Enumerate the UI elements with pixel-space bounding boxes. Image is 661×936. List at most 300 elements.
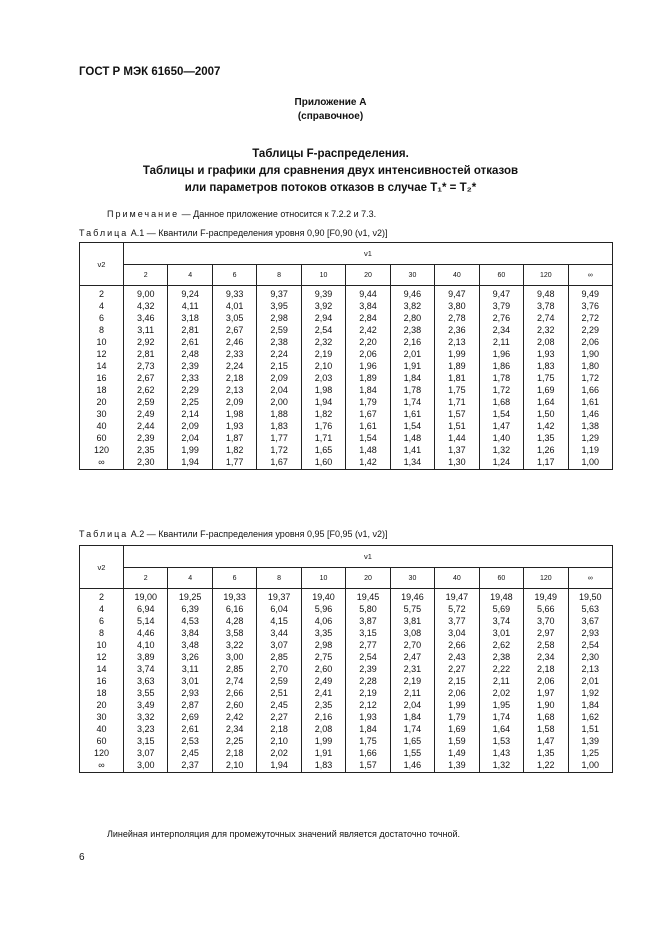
table-cell: 2,12: [346, 699, 390, 711]
table-cell: 2,34: [212, 723, 256, 735]
table-cell: 1,51: [435, 420, 479, 432]
table-cell: 1,50: [524, 408, 568, 420]
table-cell: 3,95: [257, 300, 301, 312]
table-cell: 2,16: [390, 336, 434, 348]
appendix-label: Приложение А: [294, 97, 367, 108]
table-cell: 3,04: [435, 627, 479, 639]
table-cell: 1,67: [346, 408, 390, 420]
table-cell: 2,59: [257, 675, 301, 687]
table-cell: 2,08: [524, 336, 568, 348]
table-cell: 1,60: [301, 456, 345, 470]
table-cell: 3,79: [479, 300, 523, 312]
table-cell: 2,98: [301, 639, 345, 651]
table-cell: 2,49: [124, 408, 168, 420]
table-cell: 1,34: [390, 456, 434, 470]
table-cell: 1,87: [212, 432, 256, 444]
section-title: [0, 146, 661, 197]
table-cell: 2,02: [479, 687, 523, 699]
table-cell: 2,01: [568, 675, 612, 687]
table-cell: 2,18: [212, 372, 256, 384]
row-label-v2: 4: [80, 603, 124, 615]
table-cell: 9,48: [524, 286, 568, 301]
table-cell: 2,54: [568, 639, 612, 651]
table-cell: 19,40: [301, 589, 345, 604]
column-header: ∞: [568, 568, 612, 589]
table-cell: 2,31: [390, 663, 434, 675]
table-cell: 1,64: [479, 723, 523, 735]
table-cell: 2,15: [257, 360, 301, 372]
table-cell: 1,62: [568, 711, 612, 723]
column-header: 60: [479, 265, 523, 286]
table-cell: 2,39: [346, 663, 390, 675]
row-label-v2: 30: [80, 408, 124, 420]
table-cell: 1,39: [435, 759, 479, 773]
table-cell: 1,41: [390, 444, 434, 456]
table-cell: 1,69: [435, 723, 479, 735]
table-cell: 1,93: [346, 711, 390, 723]
table-cell: 2,10: [212, 759, 256, 773]
table-cell: 1,90: [524, 699, 568, 711]
table-cell: 2,60: [212, 699, 256, 711]
table-cell: 2,24: [257, 348, 301, 360]
table-cell: 2,81: [124, 348, 168, 360]
table-cell: 2,38: [479, 651, 523, 663]
table-cell: 1,48: [390, 432, 434, 444]
table-cell: 2,22: [479, 663, 523, 675]
table-cell: 2,42: [346, 324, 390, 336]
table-cell: 2,02: [257, 747, 301, 759]
table-cell: 19,46: [390, 589, 434, 604]
table-cell: 1,57: [435, 408, 479, 420]
table-cell: 2,36: [435, 324, 479, 336]
table-cell: 19,50: [568, 589, 612, 604]
table-cell: 2,77: [346, 639, 390, 651]
column-header: 40: [435, 568, 479, 589]
table-cell: 2,34: [479, 324, 523, 336]
table-cell: 2,27: [435, 663, 479, 675]
f-table-090: [79, 242, 613, 470]
table-cell: 2,38: [257, 336, 301, 348]
table-row: [80, 372, 613, 384]
table-cell: 1,64: [524, 396, 568, 408]
table-cell: 2,42: [212, 711, 256, 723]
title-line-2: Таблицы и графики для сравнения двух интенсивностей отказов: [142, 165, 519, 177]
table-cell: 2,97: [524, 627, 568, 639]
table-cell: 1,67: [257, 456, 301, 470]
table-cell: 2,66: [212, 687, 256, 699]
table-cell: 1,30: [435, 456, 479, 470]
table-cell: 1,82: [212, 444, 256, 456]
table-cell: 3,26: [168, 651, 212, 663]
table1-caption-label: Таблица: [79, 228, 129, 238]
table-cell: 2,59: [124, 396, 168, 408]
table-row: [80, 336, 613, 348]
table-cell: 1,22: [524, 759, 568, 773]
table-cell: 1,77: [212, 456, 256, 470]
table-cell: 3,23: [124, 723, 168, 735]
column-header: 2: [124, 265, 168, 286]
table-row: [80, 286, 613, 301]
table-cell: 9,44: [346, 286, 390, 301]
table-row: [80, 324, 613, 336]
table-cell: 1,68: [524, 711, 568, 723]
table-cell: 1,29: [568, 432, 612, 444]
table-cell: 3,84: [346, 300, 390, 312]
table-cell: 2,69: [168, 711, 212, 723]
column-header: 10: [301, 265, 345, 286]
table-cell: 1,43: [479, 747, 523, 759]
row-label-v2: 12: [80, 348, 124, 360]
row-label-v2: 16: [80, 372, 124, 384]
table-cell: 1,84: [390, 372, 434, 384]
table-cell: 2,25: [212, 735, 256, 747]
table-cell: 1,40: [479, 432, 523, 444]
table-cell: 2,61: [168, 723, 212, 735]
table-cell: 2,51: [257, 687, 301, 699]
footer-note: Линейная интерполяция для промежуточных значений является достаточно точной.: [107, 829, 461, 839]
table-cell: 2,98: [257, 312, 301, 324]
table-cell: 2,33: [168, 372, 212, 384]
table-cell: 1,49: [435, 747, 479, 759]
table-cell: 1,51: [568, 723, 612, 735]
appendix-subtitle: (справочное): [297, 111, 364, 122]
column-header: 4: [168, 568, 212, 589]
table-cell: 5,69: [479, 603, 523, 615]
row-label-v2: 10: [80, 336, 124, 348]
table-cell: 2,16: [301, 711, 345, 723]
table-cell: 2,30: [124, 456, 168, 470]
table-cell: 1,91: [301, 747, 345, 759]
table-cell: 2,06: [524, 675, 568, 687]
v1-header: ν1: [124, 546, 613, 568]
table-cell: 5,80: [346, 603, 390, 615]
table-cell: 1,25: [568, 747, 612, 759]
table-cell: 3,18: [168, 312, 212, 324]
column-header: 20: [346, 265, 390, 286]
table-cell: 1,84: [346, 723, 390, 735]
table1-caption-text: А.1 — Квантили F-распределения уровня 0,90 [F0,90 (ν1, ν2)]: [128, 228, 388, 238]
table-cell: 1,93: [524, 348, 568, 360]
row-label-v2: 2: [80, 286, 124, 301]
table-row: [80, 408, 613, 420]
row-label-v2: 40: [80, 420, 124, 432]
table-cell: 2,78: [435, 312, 479, 324]
table-cell: 1,54: [390, 420, 434, 432]
table-cell: 2,29: [568, 324, 612, 336]
table-cell: 2,29: [168, 384, 212, 396]
table-cell: 1,99: [435, 348, 479, 360]
table-cell: 2,13: [212, 384, 256, 396]
table-row: [80, 589, 613, 604]
table-cell: 4,01: [212, 300, 256, 312]
table-cell: 2,11: [390, 687, 434, 699]
row-label-v2: 16: [80, 675, 124, 687]
table-row: [80, 651, 613, 663]
column-header-row: [80, 568, 613, 589]
table-cell: 1,96: [479, 348, 523, 360]
column-header: 2: [124, 568, 168, 589]
document-header: ГОСТ Р МЭК 61650—2007: [79, 66, 221, 78]
table-cell: 1,82: [301, 408, 345, 420]
table-cell: 4,53: [168, 615, 212, 627]
table-cell: 2,81: [168, 324, 212, 336]
table-cell: 1,19: [568, 444, 612, 456]
table-cell: 3,00: [124, 759, 168, 773]
table-cell: 3,74: [479, 615, 523, 627]
table-cell: 2,35: [301, 699, 345, 711]
table-cell: 3,11: [124, 324, 168, 336]
table-cell: 1,71: [301, 432, 345, 444]
table-cell: 5,72: [435, 603, 479, 615]
table-cell: 4,06: [301, 615, 345, 627]
table-cell: 3,80: [435, 300, 479, 312]
table-cell: 2,49: [301, 675, 345, 687]
table-cell: 1,79: [346, 396, 390, 408]
table-cell: 2,13: [568, 663, 612, 675]
table-cell: 3,67: [568, 615, 612, 627]
table1-caption: [79, 228, 388, 238]
row-label-v2: 6: [80, 615, 124, 627]
table-row: [80, 615, 613, 627]
table-cell: 9,47: [479, 286, 523, 301]
v1-header: ν1: [124, 243, 613, 265]
table-cell: 3,11: [168, 663, 212, 675]
table-cell: 2,61: [168, 336, 212, 348]
table-cell: 2,04: [168, 432, 212, 444]
table-row: [80, 384, 613, 396]
table-cell: 1,42: [346, 456, 390, 470]
row-label-v2: 20: [80, 396, 124, 408]
table-row: [80, 735, 613, 747]
table-cell: 3,46: [124, 312, 168, 324]
table-cell: 2,93: [568, 627, 612, 639]
table-row: [80, 444, 613, 456]
row-label-v2: 14: [80, 663, 124, 675]
table-cell: 2,04: [390, 699, 434, 711]
table-cell: 1,95: [479, 699, 523, 711]
title-line-3: или параметров потоков отказов в случае T₁* = T₂*: [184, 182, 477, 194]
table-cell: 1,96: [346, 360, 390, 372]
row-label-v2: 14: [80, 360, 124, 372]
table-cell: 1,61: [390, 408, 434, 420]
appendix-heading: [0, 96, 661, 124]
table-cell: 5,66: [524, 603, 568, 615]
table-cell: 1,89: [346, 372, 390, 384]
table-cell: 9,33: [212, 286, 256, 301]
table-cell: 1,76: [301, 420, 345, 432]
table-row: [80, 396, 613, 408]
table-cell: 2,62: [479, 639, 523, 651]
table-cell: 1,83: [257, 420, 301, 432]
table-cell: 1,46: [568, 408, 612, 420]
table-cell: 1,88: [257, 408, 301, 420]
table-cell: 2,27: [257, 711, 301, 723]
table-cell: 1,72: [568, 372, 612, 384]
table-cell: 9,24: [168, 286, 212, 301]
table-cell: 1,81: [435, 372, 479, 384]
table-cell: 2,37: [168, 759, 212, 773]
table-cell: 1,83: [524, 360, 568, 372]
table-row: [80, 687, 613, 699]
table-cell: 1,78: [479, 372, 523, 384]
table-row: [80, 663, 613, 675]
table-cell: 2,59: [257, 324, 301, 336]
table-cell: 2,84: [346, 312, 390, 324]
table-cell: 19,00: [124, 589, 168, 604]
table-cell: 2,92: [124, 336, 168, 348]
table-cell: 4,32: [124, 300, 168, 312]
table-cell: 1,79: [435, 711, 479, 723]
table-cell: 1,59: [435, 735, 479, 747]
table-cell: 2,48: [168, 348, 212, 360]
column-header: 4: [168, 265, 212, 286]
table-cell: 4,10: [124, 639, 168, 651]
table-cell: 2,34: [524, 651, 568, 663]
table-cell: 5,14: [124, 615, 168, 627]
table-row: [80, 675, 613, 687]
table-cell: 1,72: [257, 444, 301, 456]
table-cell: 2,66: [435, 639, 479, 651]
table-cell: 2,25: [168, 396, 212, 408]
table-cell: 19,48: [479, 589, 523, 604]
table-cell: 2,39: [168, 360, 212, 372]
table-cell: 3,08: [390, 627, 434, 639]
table-cell: 1,74: [390, 396, 434, 408]
table-cell: 2,11: [479, 675, 523, 687]
table-cell: 2,32: [301, 336, 345, 348]
column-header: 8: [257, 568, 301, 589]
table-cell: 2,35: [124, 444, 168, 456]
table-cell: 2,54: [301, 324, 345, 336]
table-row: [80, 348, 613, 360]
table-cell: 3,84: [168, 627, 212, 639]
table-cell: 2,60: [301, 663, 345, 675]
table-row: [80, 432, 613, 444]
table-body: [80, 286, 613, 470]
table-cell: 1,69: [524, 384, 568, 396]
table-cell: 2,45: [257, 699, 301, 711]
table-cell: 1,83: [301, 759, 345, 773]
table-cell: 1,39: [568, 735, 612, 747]
table-cell: 3,74: [124, 663, 168, 675]
table-cell: 19,25: [168, 589, 212, 604]
table-row: [80, 711, 613, 723]
table-cell: 2,93: [168, 687, 212, 699]
table-cell: 19,37: [257, 589, 301, 604]
table-cell: 1,53: [479, 735, 523, 747]
table-cell: 9,49: [568, 286, 612, 301]
table-cell: 5,75: [390, 603, 434, 615]
table-cell: 2,32: [524, 324, 568, 336]
table-cell: 1,80: [568, 360, 612, 372]
table-cell: 6,39: [168, 603, 212, 615]
table-cell: 2,14: [168, 408, 212, 420]
table-cell: 9,00: [124, 286, 168, 301]
table-cell: 3,82: [390, 300, 434, 312]
table-cell: 3,81: [390, 615, 434, 627]
column-header: 120: [524, 265, 568, 286]
table-cell: 2,38: [390, 324, 434, 336]
table-cell: 1,68: [479, 396, 523, 408]
table-cell: 1,71: [435, 396, 479, 408]
table-row: [80, 627, 613, 639]
table-row: [80, 360, 613, 372]
table-cell: 2,85: [257, 651, 301, 663]
table-cell: 9,37: [257, 286, 301, 301]
table-cell: 2,67: [212, 324, 256, 336]
table-cell: 1,46: [390, 759, 434, 773]
table-cell: 2,01: [390, 348, 434, 360]
table-cell: 2,85: [212, 663, 256, 675]
row-label-v2: 18: [80, 687, 124, 699]
table-cell: 2,18: [212, 747, 256, 759]
table-row: [80, 723, 613, 735]
row-label-v2: 18: [80, 384, 124, 396]
table-cell: 2,11: [479, 336, 523, 348]
table-row: [80, 699, 613, 711]
row-label-v2: 120: [80, 444, 124, 456]
table-cell: 1,58: [524, 723, 568, 735]
table-cell: 2,06: [346, 348, 390, 360]
table-cell: 1,99: [435, 699, 479, 711]
table-cell: 1,44: [435, 432, 479, 444]
table-cell: 2,15: [435, 675, 479, 687]
row-label-v2: 8: [80, 627, 124, 639]
table-cell: 2,43: [435, 651, 479, 663]
table-cell: 1,74: [479, 711, 523, 723]
row-label-v2: ∞: [80, 456, 124, 470]
table-cell: 1,65: [301, 444, 345, 456]
table-cell: 1,84: [568, 699, 612, 711]
table-cell: 3,32: [124, 711, 168, 723]
table-cell: 2,54: [346, 651, 390, 663]
table-cell: 1,00: [568, 759, 612, 773]
table-cell: 3,49: [124, 699, 168, 711]
column-header-row: [80, 265, 613, 286]
table-cell: 1,89: [435, 360, 479, 372]
table-cell: 2,70: [257, 663, 301, 675]
row-label-v2: 2: [80, 589, 124, 604]
table-cell: 2,53: [168, 735, 212, 747]
table-cell: 2,58: [524, 639, 568, 651]
table-cell: 3,76: [568, 300, 612, 312]
table-cell: 19,45: [346, 589, 390, 604]
table-cell: 1,86: [479, 360, 523, 372]
v2-header: ν2: [80, 243, 124, 286]
table-cell: 1,47: [479, 420, 523, 432]
table-row: [80, 639, 613, 651]
v2-header: ν2: [80, 546, 124, 589]
table-cell: 19,47: [435, 589, 479, 604]
table-cell: 3,58: [212, 627, 256, 639]
table-cell: 1,32: [479, 444, 523, 456]
row-label-v2: 8: [80, 324, 124, 336]
table-cell: 1,48: [346, 444, 390, 456]
table-cell: 1,94: [168, 456, 212, 470]
row-label-v2: 60: [80, 735, 124, 747]
table-cell: 3,77: [435, 615, 479, 627]
table-cell: 1,57: [346, 759, 390, 773]
table-cell: 4,11: [168, 300, 212, 312]
table-cell: 1,54: [346, 432, 390, 444]
table-cell: 1,84: [346, 384, 390, 396]
table-cell: 1,65: [390, 735, 434, 747]
table-cell: 3,48: [168, 639, 212, 651]
table-row: [80, 456, 613, 470]
table-cell: 4,28: [212, 615, 256, 627]
table-body: [80, 589, 613, 773]
table-cell: 2,45: [168, 747, 212, 759]
